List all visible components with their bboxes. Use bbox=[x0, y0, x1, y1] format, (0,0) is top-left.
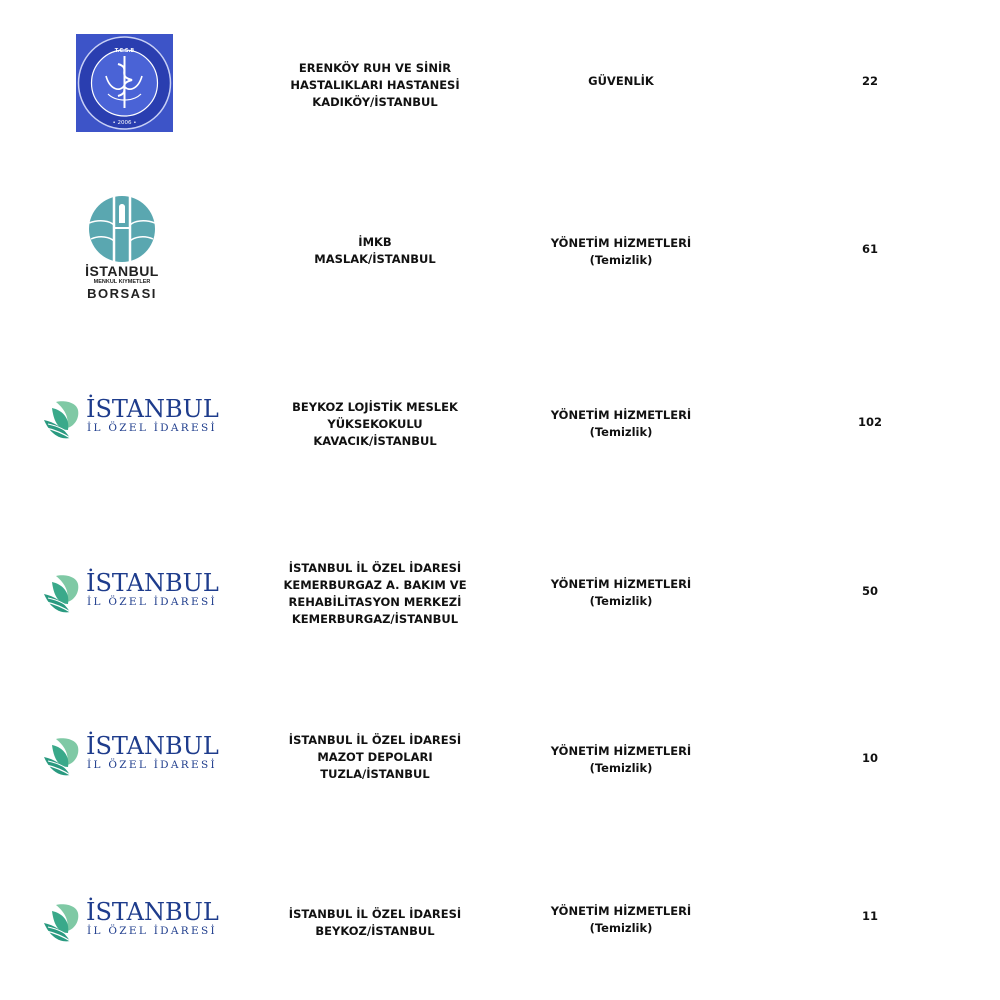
count-cell: 11 bbox=[861, 909, 878, 923]
istanbul-borsa-logo bbox=[82, 195, 162, 305]
ioi-logo-sub: İL ÖZEL İDARESİ bbox=[87, 759, 217, 771]
service-cell: YÖNETİM HİZMETLERİ (Temizlik) bbox=[550, 904, 692, 935]
service-cell: YÖNETİM HİZMETLERİ (Temizlik) bbox=[550, 577, 692, 608]
ioi-logo-sub: İL ÖZEL İDARESİ bbox=[87, 925, 217, 937]
service-cell: YÖNETİM HİZMETLERİ (Temizlik) bbox=[550, 408, 692, 439]
count-cell: 102 bbox=[857, 415, 882, 429]
organization-cell: ERENKÖY RUH VE SİNİR HASTALIKLARI HASTANESİ KADIKÖY/İSTANBUL bbox=[290, 61, 460, 109]
globe-icon bbox=[88, 195, 156, 263]
service-cell: GÜVENLİK bbox=[588, 74, 654, 88]
ioi-logo-name: İSTANBUL bbox=[86, 569, 219, 597]
istanbul-il-ozel-idaresi-logo bbox=[42, 898, 219, 945]
organization-cell: BEYKOZ LOJİSTİK MESLEK YÜKSEKOKULU KAVACIK/İSTANBUL bbox=[292, 400, 458, 448]
istanbul-il-ozel-idaresi-logo bbox=[42, 395, 219, 442]
ioi-logo-name: İSTANBUL bbox=[86, 732, 219, 760]
borsa-logo-line2: MENKUL KIYMETLER bbox=[93, 279, 151, 285]
tulip-icon bbox=[42, 398, 82, 440]
tulip-icon bbox=[42, 735, 82, 777]
istanbul-il-ozel-idaresi-logo bbox=[42, 569, 219, 616]
count-cell: 61 bbox=[861, 242, 878, 256]
borsa-logo-line3: BORSASI bbox=[87, 286, 157, 301]
organization-cell: İMKB MASLAK/İSTANBUL bbox=[314, 235, 436, 266]
tulip-icon bbox=[42, 901, 82, 943]
service-cell: YÖNETİM HİZMETLERİ (Temizlik) bbox=[550, 744, 692, 775]
organization-cell: İSTANBUL İL ÖZEL İDARESİ MAZOT DEPOLARI TUZLA/İSTANBUL bbox=[288, 733, 462, 781]
ioi-logo-name: İSTANBUL bbox=[86, 395, 219, 423]
service-cell: YÖNETİM HİZMETLERİ (Temizlik) bbox=[550, 236, 692, 267]
istanbul-il-ozel-idaresi-logo bbox=[42, 732, 219, 779]
seal-year: • 2006 • bbox=[112, 120, 137, 126]
organization-cell: İSTANBUL İL ÖZEL İDARESİ KEMERBURGAZ A. BAKIM VE REHABİLİTASYON MERKEZİ KEMERBURGAZ/İSTANBUL bbox=[283, 561, 467, 626]
ioi-logo-sub: İL ÖZEL İDARESİ bbox=[87, 596, 217, 608]
ioi-logo-sub: İL ÖZEL İDARESİ bbox=[87, 422, 217, 434]
erenkoy-hospital-logo bbox=[76, 34, 173, 132]
organization-cell: İSTANBUL İL ÖZEL İDARESİ BEYKOZ/İSTANBUL bbox=[288, 907, 462, 938]
tulip-icon bbox=[42, 572, 82, 614]
ioi-logo-name: İSTANBUL bbox=[86, 898, 219, 926]
count-cell: 22 bbox=[861, 74, 878, 88]
borsa-logo-line1: İSTANBUL bbox=[85, 263, 159, 279]
seal-initials: T.C.S.B bbox=[114, 48, 135, 54]
count-cell: 50 bbox=[861, 584, 878, 598]
count-cell: 10 bbox=[861, 751, 878, 765]
